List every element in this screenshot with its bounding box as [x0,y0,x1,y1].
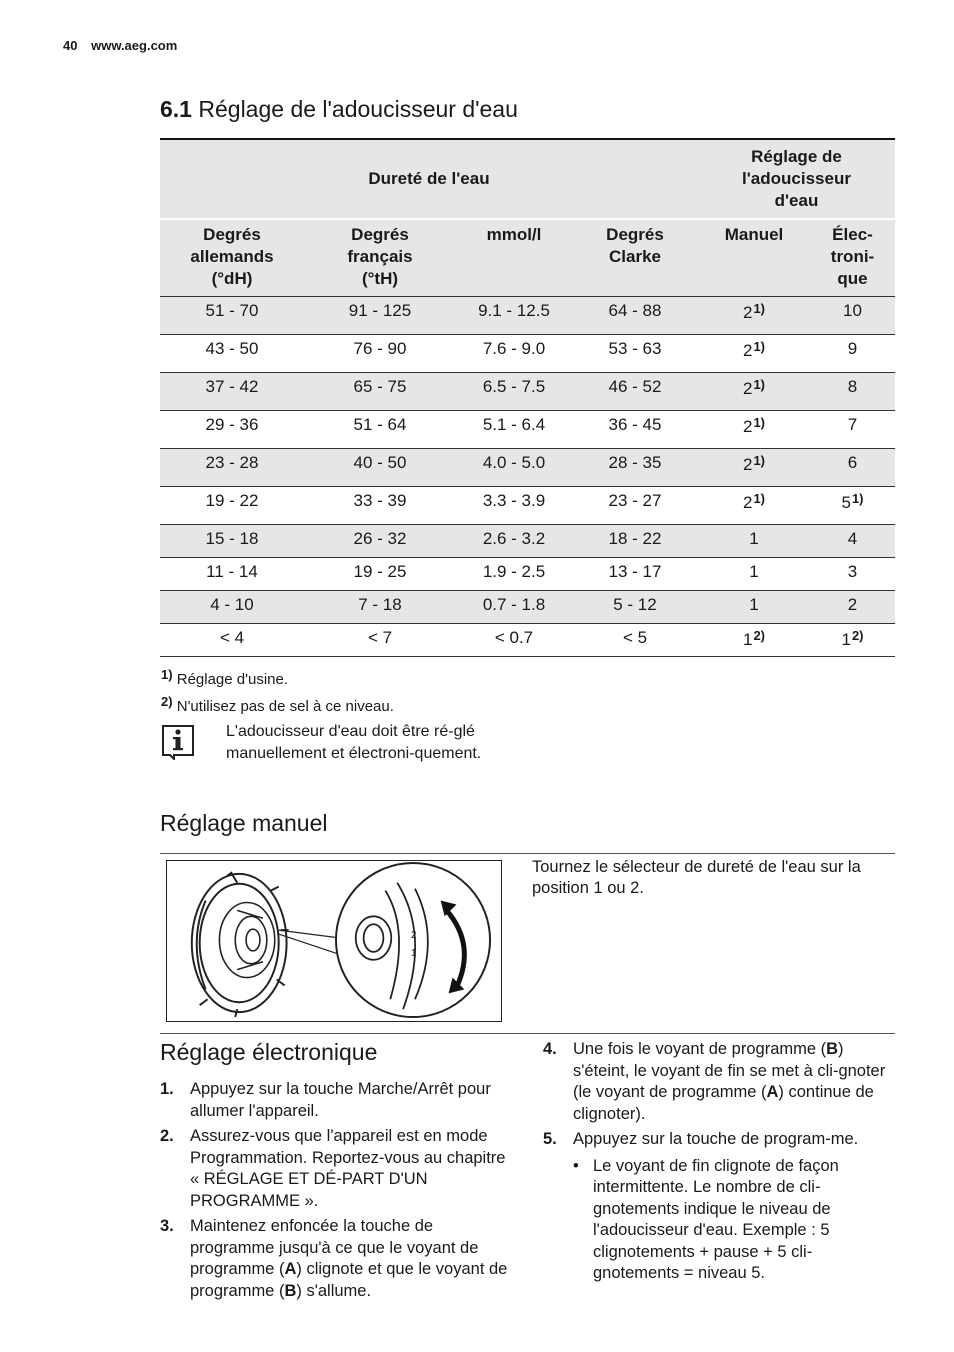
table-row [160,448,895,486]
cell-mmol: < 0.7 [456,623,572,656]
cell-mmol: 4.0 - 5.0 [456,448,572,486]
cell-manual: 2$^{1)}$ [698,334,810,372]
footnotes [160,667,394,721]
cell-mmol: 6.5 - 7.5 [456,372,572,410]
divider [160,1033,895,1034]
cell-clarke: < 5 [572,623,698,656]
cell-mmol: 1.9 - 2.5 [456,557,572,590]
cell-th: 33 - 39 [304,486,456,524]
cell-th: 26 - 32 [304,524,456,557]
footnote-mark: 1) [753,376,766,392]
section-title [160,96,518,123]
footnote-mark: 1) [753,490,766,506]
table-column-header [160,219,895,296]
cell-mmol: 3.3 - 3.9 [456,486,572,524]
cell-th: 40 - 50 [304,448,456,486]
cell-dh: < 4 [160,623,304,656]
cell-th: 76 - 90 [304,334,456,372]
cell-clarke: 5 - 12 [572,590,698,623]
footnote-mark: 2) [753,627,766,643]
table-row [160,524,895,557]
cell-dh: 43 - 50 [160,334,304,372]
table-row [160,590,895,623]
page-header [63,38,187,53]
table-row [160,296,895,334]
cell-th: 91 - 125 [304,296,456,334]
cell-mmol: 2.6 - 3.2 [456,524,572,557]
col-dh: Degrés allemands (°dH) [160,219,304,296]
cell-electronic: 4 [810,524,895,557]
cell-dh: 29 - 36 [160,410,304,448]
cell-dh: 23 - 28 [160,448,304,486]
group-header-hardness: Dureté de l'eau [160,139,698,219]
dial-label-1: 1 [411,947,417,959]
footnote-mark: 2) [851,627,864,643]
step: 2. Assurez-vous que l'appareil est en mode Programmation. Reportez-vous au chapitre « RÉGLAGE ET DÉ-PART D'UN PROGRAMME ». [160,1127,506,1210]
cell-electronic: 7 [810,410,895,448]
cell-manual: 1 [698,590,810,623]
cell-dh: 19 - 22 [160,486,304,524]
col-mmol: mmol/l [456,219,572,296]
cell-electronic: 6 [810,448,895,486]
cell-dh: 4 - 10 [160,590,304,623]
water-softener-dial-illustration [166,860,502,1022]
cell-dh: 37 - 42 [160,372,304,410]
info-icon [160,724,196,760]
cell-manual: 2$^{1)}$ [698,486,810,524]
footnote-mark: 1) [753,300,766,316]
cell-dh: 15 - 18 [160,524,304,557]
cell-th: < 7 [304,623,456,656]
step: 3. Maintenez enfoncée la touche de programme jusqu'à ce que le voyant de programme (A) clignote et que le voyant de programme (B) s'allume. [160,1217,508,1300]
manual-setting-text: Tournez le sélecteur de dureté de l'eau sur la position 1 ou 2. [532,858,861,897]
cell-mmol: 5.1 - 6.4 [456,410,572,448]
footnote-mark: 1) [851,490,864,506]
cell-manual: 2$^{1)}$ [698,372,810,410]
col-manual: Manuel [698,219,810,296]
cell-manual: 2$^{1)}$ [698,448,810,486]
cell-th: 65 - 75 [304,372,456,410]
cell-manual: 1 [698,524,810,557]
cell-clarke: 64 - 88 [572,296,698,334]
step: 1. Appuyez sur la touche Marche/Arrêt pour allumer l'appareil. [160,1080,491,1120]
step: 4. Une fois le voyant de programme (B) s'éteint, le voyant de fin se met à cli-gnoter (le voyant de programme (A) continue de clignoter). [543,1040,886,1123]
cell-clarke: 18 - 22 [572,524,698,557]
col-clarke: Degrés Clarke [572,219,698,296]
cell-mmol: 7.6 - 9.0 [456,334,572,372]
cell-clarke: 46 - 52 [572,372,698,410]
group-header-setting: Réglage de l'adoucisseur d'eau [698,139,895,219]
cell-electronic: 10 [810,296,895,334]
cell-manual: 2$^{1)}$ [698,410,810,448]
cell-electronic: 2 [810,590,895,623]
table-row [160,334,895,372]
footnote-mark: 1) [753,452,766,468]
cell-dh: 11 - 14 [160,557,304,590]
cell-manual: 2$^{1)}$ [698,296,810,334]
dial-label-2: 2 [411,930,417,942]
step: 5. Appuyez sur la touche de program-me. [543,1130,859,1148]
cell-th: 51 - 64 [304,410,456,448]
table-row [160,557,895,590]
cell-clarke: 13 - 17 [572,557,698,590]
footnote-1: $^{1)}$ Réglage d'usine. [161,667,289,688]
cell-clarke: 23 - 27 [572,486,698,524]
cell-mmol: 9.1 - 12.5 [456,296,572,334]
cell-manual: 1 [698,557,810,590]
bullet-icon: • [573,1156,579,1175]
cell-manual: 1$^{2)}$ [698,623,810,656]
info-note: L'adoucisseur d'eau doit être ré-glé manuellement et électroni-quement. [226,723,482,762]
footnote-mark: 1) [753,338,766,354]
cell-th: 19 - 25 [304,557,456,590]
footnote-mark: 1) [753,414,766,430]
cell-electronic: 9 [810,334,895,372]
steps-right-column [543,1039,893,1285]
steps-left-column [160,1079,510,1306]
table-group-header [160,139,895,219]
bullet-item: • Le voyant de fin clignote de façon intermittente. Le nombre de cli-gnotements indique le niveau de l'adoucisseur d'eau. Exemple : 5 clignotements + pause + 5 cli-gnotements = niveau 5. [573,1156,839,1282]
cell-dh: 51 - 70 [160,296,304,334]
section-title-text: Réglage de l'adoucisseur d'eau [198,96,518,122]
cell-clarke: 53 - 63 [572,334,698,372]
cell-th: 7 - 18 [304,590,456,623]
cell-clarke: 36 - 45 [572,410,698,448]
cell-electronic: 5$^{1)}$ [810,486,895,524]
website: www.aeg.com [91,38,178,53]
divider [160,853,895,854]
manual-setting-title: Réglage manuel [160,810,328,836]
col-electronic: Élec-troni-que [810,219,895,296]
table-row [160,486,895,524]
cell-electronic: 1$^{2)}$ [810,623,895,656]
cell-electronic: 8 [810,372,895,410]
section-number: 6.1 [160,96,192,122]
footnote-2: $^{2)}$ N'utilisez pas de sel à ce niveau. [161,694,394,715]
table-row [160,410,895,448]
col-th: Degrés français (°tH) [304,219,456,296]
cell-electronic: 3 [810,557,895,590]
hardness-table [160,138,895,657]
table-row [160,372,895,410]
cell-mmol: 0.7 - 1.8 [456,590,572,623]
table-row [160,623,895,656]
electronic-setting-title: Réglage électronique [160,1039,378,1065]
page-number: 40 [63,38,78,53]
cell-clarke: 28 - 35 [572,448,698,486]
